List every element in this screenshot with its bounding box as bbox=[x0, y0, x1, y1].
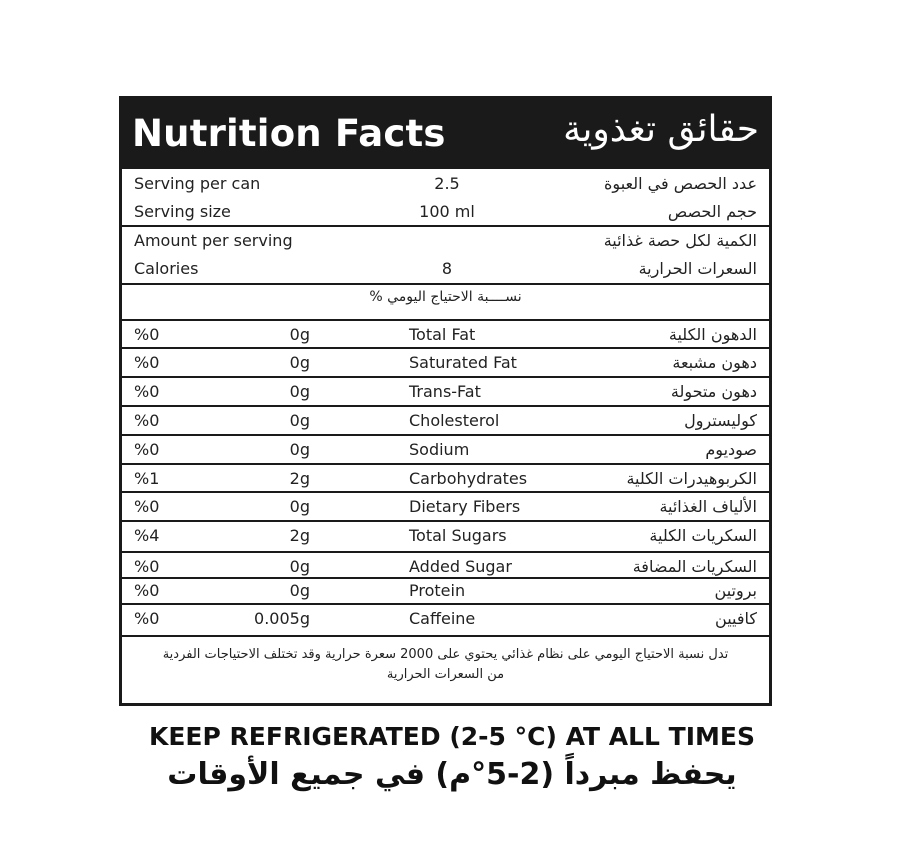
nutrient-row-saturated-fat bbox=[122, 349, 769, 376]
nutrition-label bbox=[119, 96, 772, 706]
nutrient-name-ar: السكريات الكلية bbox=[649, 526, 757, 545]
amount: 0g bbox=[289, 411, 310, 430]
nutrient-name-ar: السكريات المضافة bbox=[632, 557, 757, 576]
row-label-en: Calories bbox=[134, 259, 199, 278]
nutrient-row-caffeine bbox=[122, 605, 769, 632]
label-header bbox=[122, 99, 769, 169]
daily-value: %0 bbox=[134, 353, 160, 372]
row-value: 8 bbox=[441, 259, 453, 278]
nutrient-name-en: Carbohydrates bbox=[409, 469, 528, 488]
nutrient-row-dietary-fibers bbox=[122, 493, 769, 520]
nutrient-row-added-sugar bbox=[122, 553, 769, 580]
daily-value: %0 bbox=[134, 382, 160, 401]
storage-warning-en: KEEP REFRIGERATED (2-5 °C) AT ALL TIMES bbox=[148, 722, 756, 751]
nutrient-name-en: Cholesterol bbox=[409, 411, 500, 430]
nutrient-name-en: Caffeine bbox=[409, 609, 476, 628]
amount: 0g bbox=[289, 325, 310, 344]
serving-per-can-row bbox=[122, 170, 769, 197]
row-label-en: Amount per serving bbox=[134, 231, 293, 250]
nutrient-row-total-fat bbox=[122, 321, 769, 348]
calories-row bbox=[122, 255, 769, 282]
daily-value: %0 bbox=[134, 411, 160, 430]
serving-size-row bbox=[122, 198, 769, 225]
nutrient-name-ar: كوليسترول bbox=[684, 411, 757, 430]
nutrient-row-protein bbox=[122, 577, 769, 604]
amount: 0g bbox=[289, 440, 310, 459]
nutrient-row-cholesterol bbox=[122, 407, 769, 434]
daily-value: %0 bbox=[134, 440, 160, 459]
footnote-line-2: من السعرات الحرارية bbox=[386, 667, 505, 682]
nutrient-name-ar: صوديوم bbox=[705, 440, 757, 459]
footnote bbox=[122, 645, 769, 685]
footnote-line-1: تدل نسبة الاحتياج اليومي على نظام غذائي يحتوي على 2000 سعرة حرارية وقد تختلف الاحتياجات الفردية bbox=[162, 647, 729, 662]
nutrient-name-en: Dietary Fibers bbox=[409, 497, 521, 516]
nutrient-name-en: Trans-Fat bbox=[409, 382, 481, 401]
nutrient-name-ar: الدهون الكلية bbox=[668, 325, 757, 344]
nutrient-row-total-sugars bbox=[122, 522, 769, 549]
row-label-ar: حجم الحصص bbox=[667, 202, 757, 221]
row-value: 2.5 bbox=[434, 174, 460, 193]
row-label-en: Serving per can bbox=[134, 174, 261, 193]
amount: 0.005g bbox=[254, 609, 310, 628]
row-label-en: Serving size bbox=[134, 202, 231, 221]
nutrient-name-en: Sodium bbox=[409, 440, 470, 459]
divider bbox=[122, 635, 769, 637]
nutrient-row-sodium bbox=[122, 436, 769, 463]
daily-value: %1 bbox=[134, 469, 160, 488]
nutrient-row-trans-fat bbox=[122, 378, 769, 405]
daily-value: %0 bbox=[134, 609, 160, 628]
amount: 2g bbox=[289, 469, 310, 488]
daily-value: %0 bbox=[134, 325, 160, 344]
amount: 0g bbox=[289, 581, 310, 600]
nutrient-name-ar: دهون مشبعة bbox=[672, 353, 757, 372]
nutrient-name-ar: بروتين bbox=[714, 581, 757, 600]
nutrient-name-en: Total Fat bbox=[409, 325, 476, 344]
nutrient-name-ar: الألياف الغذائية bbox=[659, 497, 757, 516]
nutrient-name-en: Total Sugars bbox=[409, 526, 507, 545]
amount: 0g bbox=[289, 382, 310, 401]
nutrient-row-carbohydrates bbox=[122, 465, 769, 492]
daily-value: %0 bbox=[134, 557, 160, 576]
amount: 0g bbox=[289, 353, 310, 372]
daily-value-title: نســــبة الاحتياج اليومي % bbox=[369, 289, 522, 305]
nutrient-name-ar: كافيين bbox=[715, 609, 757, 628]
row-value: 100 ml bbox=[419, 202, 475, 221]
storage-warning-ar: يحفظ مبرداً (2-5°م) في جميع الأوقات bbox=[167, 757, 737, 792]
amount: 0g bbox=[289, 497, 310, 516]
daily-value: %0 bbox=[134, 581, 160, 600]
row-label-ar: السعرات الحرارية bbox=[638, 259, 757, 278]
nutrient-name-en: Saturated Fat bbox=[409, 353, 517, 372]
daily-value: %0 bbox=[134, 497, 160, 516]
title-ar: حقائق تغذوية bbox=[563, 109, 759, 150]
daily-value: %4 bbox=[134, 526, 160, 545]
row-label-ar: عدد الحصص في العبوة bbox=[604, 174, 757, 193]
row-label-ar: الكمية لكل حصة غذائية bbox=[603, 231, 757, 250]
nutrient-name-ar: دهون متحولة bbox=[670, 382, 757, 401]
nutrient-name-ar: الكربوهيدرات الكلية bbox=[626, 469, 757, 488]
amount-per-serving-row bbox=[122, 227, 769, 254]
nutrient-name-en: Added Sugar bbox=[409, 557, 512, 576]
divider bbox=[122, 283, 769, 285]
nutrient-name-en: Protein bbox=[409, 581, 466, 600]
title-en: Nutrition Facts bbox=[132, 112, 446, 155]
amount: 0g bbox=[289, 557, 310, 576]
amount: 2g bbox=[289, 526, 310, 545]
